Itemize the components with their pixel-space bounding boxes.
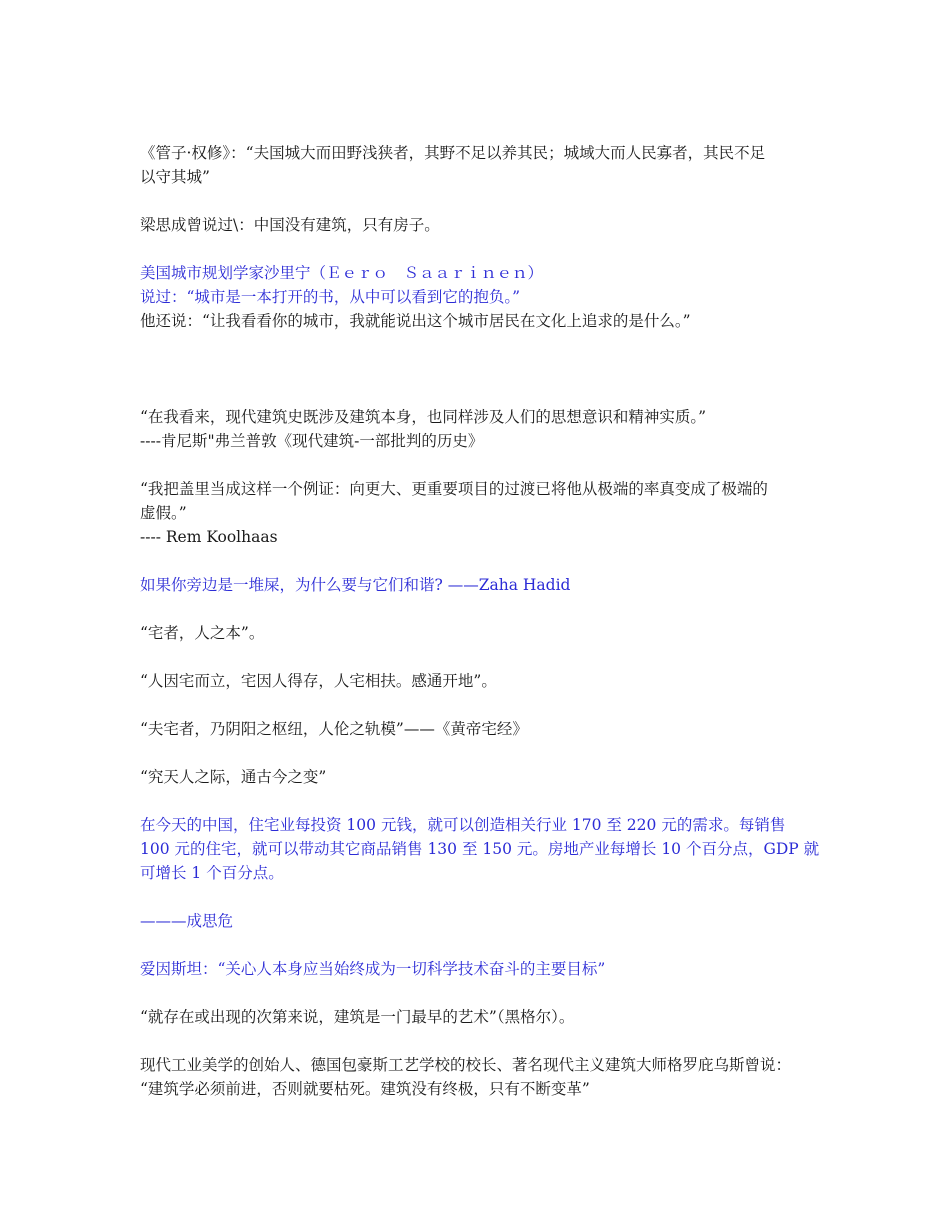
- guanzi-quote-line-1: 《管子·权修》：“夫国城大而田野浅狭者，其野不足以养其民；城域大而人民寡者，其民不足: [140, 144, 766, 162]
- hegel-quote-line: “就存在或出现的次第来说，建筑是一门最早的艺术”（黑格尔）。: [140, 1008, 575, 1026]
- koolhaas-quote: [140, 477, 825, 549]
- housing-paragraph-line-1: 在今天的中国，住宅业每投资 100 元钱，就可以创造相关行业 170 至 220 元的需求。每销售: [140, 816, 786, 834]
- saarinen-quote-line-1: 美国城市规划学家沙里宁（Ｅｅｒｏ Ｓａａｒｉｎｅｎ）: [140, 264, 544, 282]
- gropius-quote-line-2: “建筑学必须前进，否则就要枯死。建筑没有终极，只有不断变革”: [140, 1080, 590, 1098]
- zhai-quote-1-line: “宅者，人之本”。: [140, 624, 265, 642]
- saarinen-quote-line-2: 说过：“城市是一本打开的书，从中可以看到它的抱负。”: [140, 288, 521, 306]
- zhai-quote-1: [140, 621, 825, 645]
- koolhaas-quote-line-3: ---- Rem Koolhaas: [140, 528, 278, 546]
- tianren-quote: [140, 765, 825, 789]
- zhai-quote-3: [140, 717, 825, 741]
- zhai-quote-2-line: “人因宅而立，宅因人得存，人宅相扶。感通开地”。: [140, 672, 497, 690]
- guanzi-quote: [140, 141, 825, 189]
- gropius-quote-line-1: 现代工业美学的创始人、德国包豪斯工艺学校的校长、著名现代主义建筑大师格罗庇乌斯曾说：: [140, 1056, 792, 1074]
- frampton-quote-line-1: “在我看来，现代建筑史既涉及建筑本身，也同样涉及人们的思想意识和精神实质。”: [140, 408, 707, 426]
- cheng-attribution-line: ———成思危: [140, 912, 234, 930]
- liang-sicheng-quote: [140, 213, 825, 237]
- zhai-quote-2: [140, 669, 825, 693]
- tianren-quote-line: “究天人之际，通古今之变”: [140, 768, 327, 786]
- frampton-quote-line-2: ----肯尼斯"弗兰普敦《现代建筑-一部批判的历史》: [140, 432, 484, 450]
- hadid-quote: [140, 573, 825, 597]
- saarinen-quote: [140, 261, 825, 333]
- hadid-quote-line: 如果你旁边是一堆屎，为什么要与它们和谐? ——Zaha Hadid: [140, 576, 571, 594]
- zhai-quote-3-line: “夫宅者，乃阴阳之枢纽，人伦之轨模”——《黄帝宅经》: [140, 720, 528, 738]
- cheng-attribution: [140, 909, 825, 933]
- frampton-quote: [140, 405, 825, 453]
- einstein-quote: [140, 957, 825, 981]
- housing-paragraph: [140, 813, 825, 885]
- housing-paragraph-line-3: 可增长 1 个百分点。: [140, 864, 284, 882]
- gropius-quote: [140, 1053, 825, 1101]
- hegel-quote: [140, 1005, 825, 1029]
- einstein-quote-line: 爱因斯坦：“关心人本身应当始终成为一切科学技术奋斗的主要目标”: [140, 960, 606, 978]
- koolhaas-quote-line-2: 虚假。”: [140, 504, 187, 522]
- guanzi-quote-line-2: 以守其城”: [140, 168, 210, 186]
- saarinen-quote-line-3: 他还说：“让我看看你的城市，我就能说出这个城市居民在文化上追求的是什么。”: [140, 312, 691, 330]
- liang-sicheng-quote-line: 梁思成曾说过\：中国没有建筑，只有房子。: [140, 216, 440, 234]
- housing-paragraph-line-2: 100 元的住宅，就可以带动其它商品销售 130 至 150 元。房地产业每增长 10 个百分点，GDP 就: [140, 840, 820, 858]
- koolhaas-quote-line-1: “我把盖里当成这样一个例证：向更大、更重要项目的过渡已将他从极端的率真变成了极端的: [140, 480, 768, 498]
